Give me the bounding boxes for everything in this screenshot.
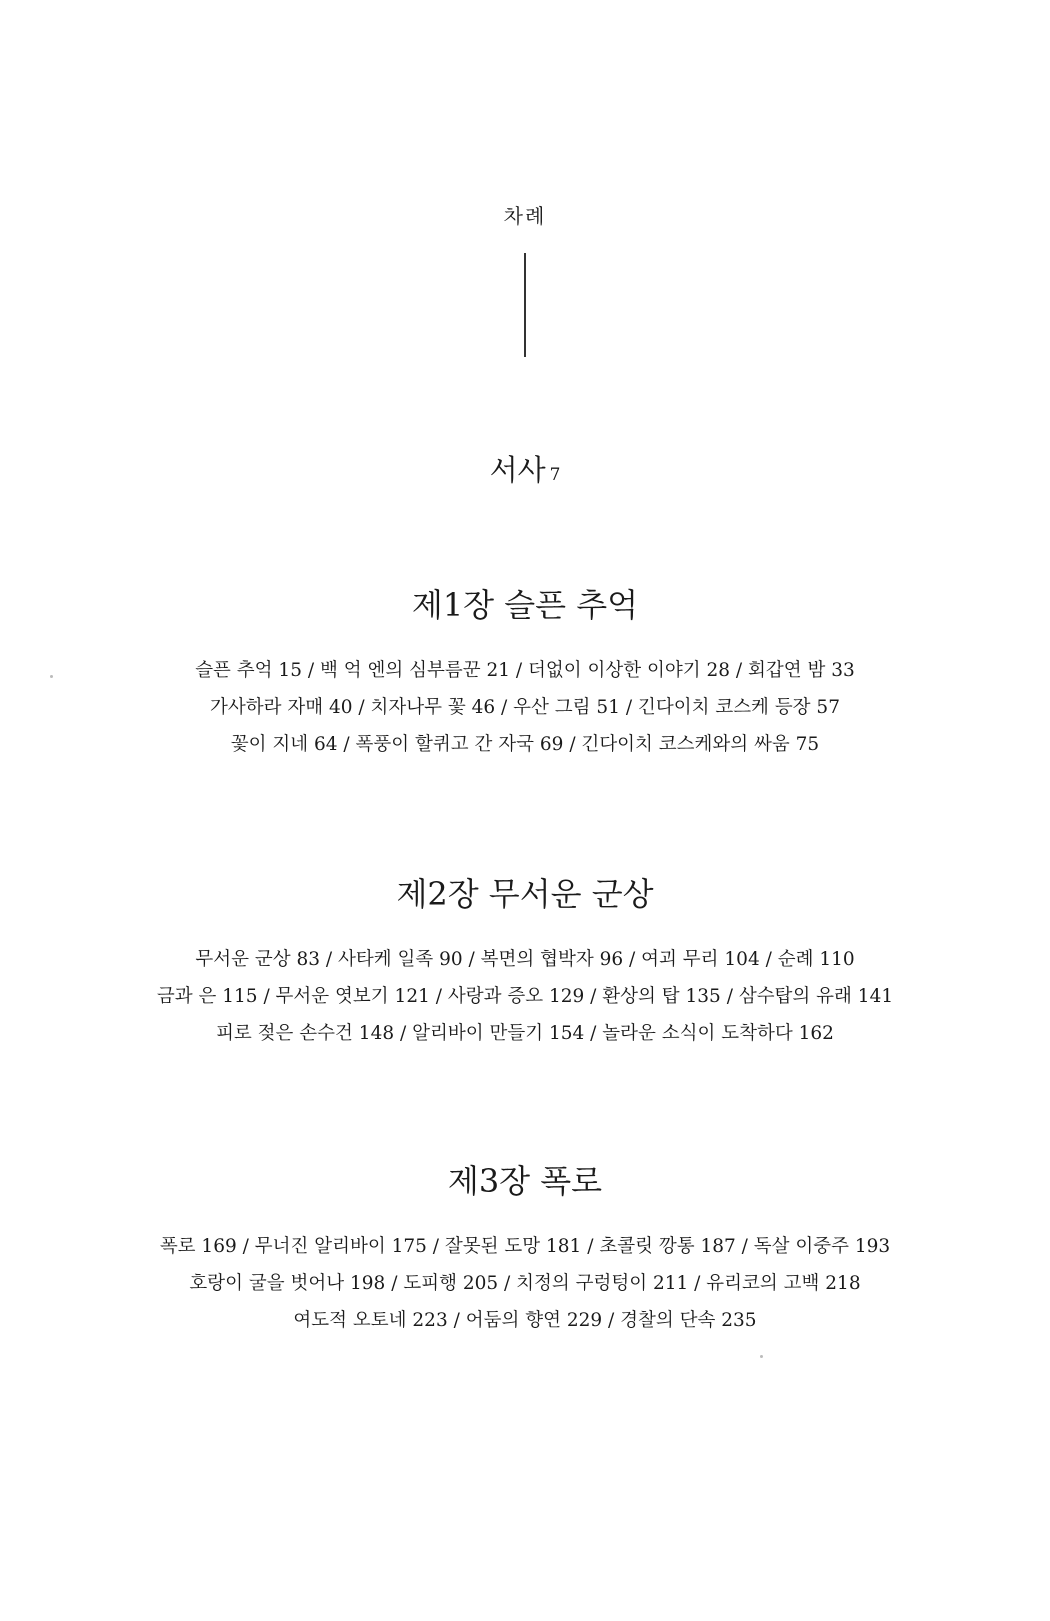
chapter-3-line-3: 여도적 오토네 223 / 어둠의 향연 229 / 경찰의 단속 235 — [293, 1310, 757, 1331]
prologue-title: 서사 — [489, 453, 546, 487]
chapter-2-line-3: 피로 젖은 손수건 148 / 알리바이 만들기 154 / 놀라운 소식이 도착하다 162 — [216, 1023, 834, 1044]
chapter-1-title: 제1장 슬픈 추억 — [411, 586, 639, 624]
chapter-2-line-2: 금과 은 115 / 무서운 엿보기 121 / 사랑과 증오 129 / 환상의 탑 135 / 삼수탑의 유래 141 — [156, 986, 894, 1007]
chapter-3-title: 제3장 폭로 — [447, 1162, 603, 1200]
chapter-3 — [0, 1156, 1050, 1339]
chapter-1 — [0, 580, 1050, 763]
paper-speck — [50, 675, 53, 678]
chapter-1-line-2: 가사하라 자매 40 / 치자나무 꽃 46 / 우산 그림 51 / 긴다이치 코스케 등장 57 — [210, 697, 840, 718]
chapter-2 — [0, 869, 1050, 1052]
chapter-3-line-2: 호랑이 굴을 벗어나 198 / 도피행 205 / 치정의 구렁텅이 211 / 유리코의 고백 218 — [189, 1273, 861, 1294]
prologue-entry — [0, 448, 1050, 489]
prologue-page-number: 7 — [549, 465, 561, 485]
chapter-1-line-3: 꽃이 지네 64 / 폭풍이 할퀴고 간 자국 69 / 긴다이치 코스케와의 싸움 75 — [230, 734, 820, 755]
vertical-rule — [524, 253, 526, 357]
chapter-2-line-1: 무서운 군상 83 / 사타케 일족 90 / 복면의 협박자 96 / 여괴 무리 104 / 순례 110 — [195, 949, 855, 970]
chapter-3-line-1: 폭로 169 / 무너진 알리바이 175 / 잘못된 도망 181 / 초콜릿 깡통 187 / 독살 이중주 193 — [159, 1236, 891, 1257]
toc-heading: 차례 — [503, 204, 547, 228]
paper-speck — [760, 1355, 763, 1358]
chapter-1-line-1: 슬픈 추억 15 / 백 억 엔의 심부름꾼 21 / 더없이 이상한 이야기 28 / 회갑연 밤 33 — [195, 660, 855, 681]
chapter-2-title: 제2장 무서운 군상 — [396, 875, 654, 913]
